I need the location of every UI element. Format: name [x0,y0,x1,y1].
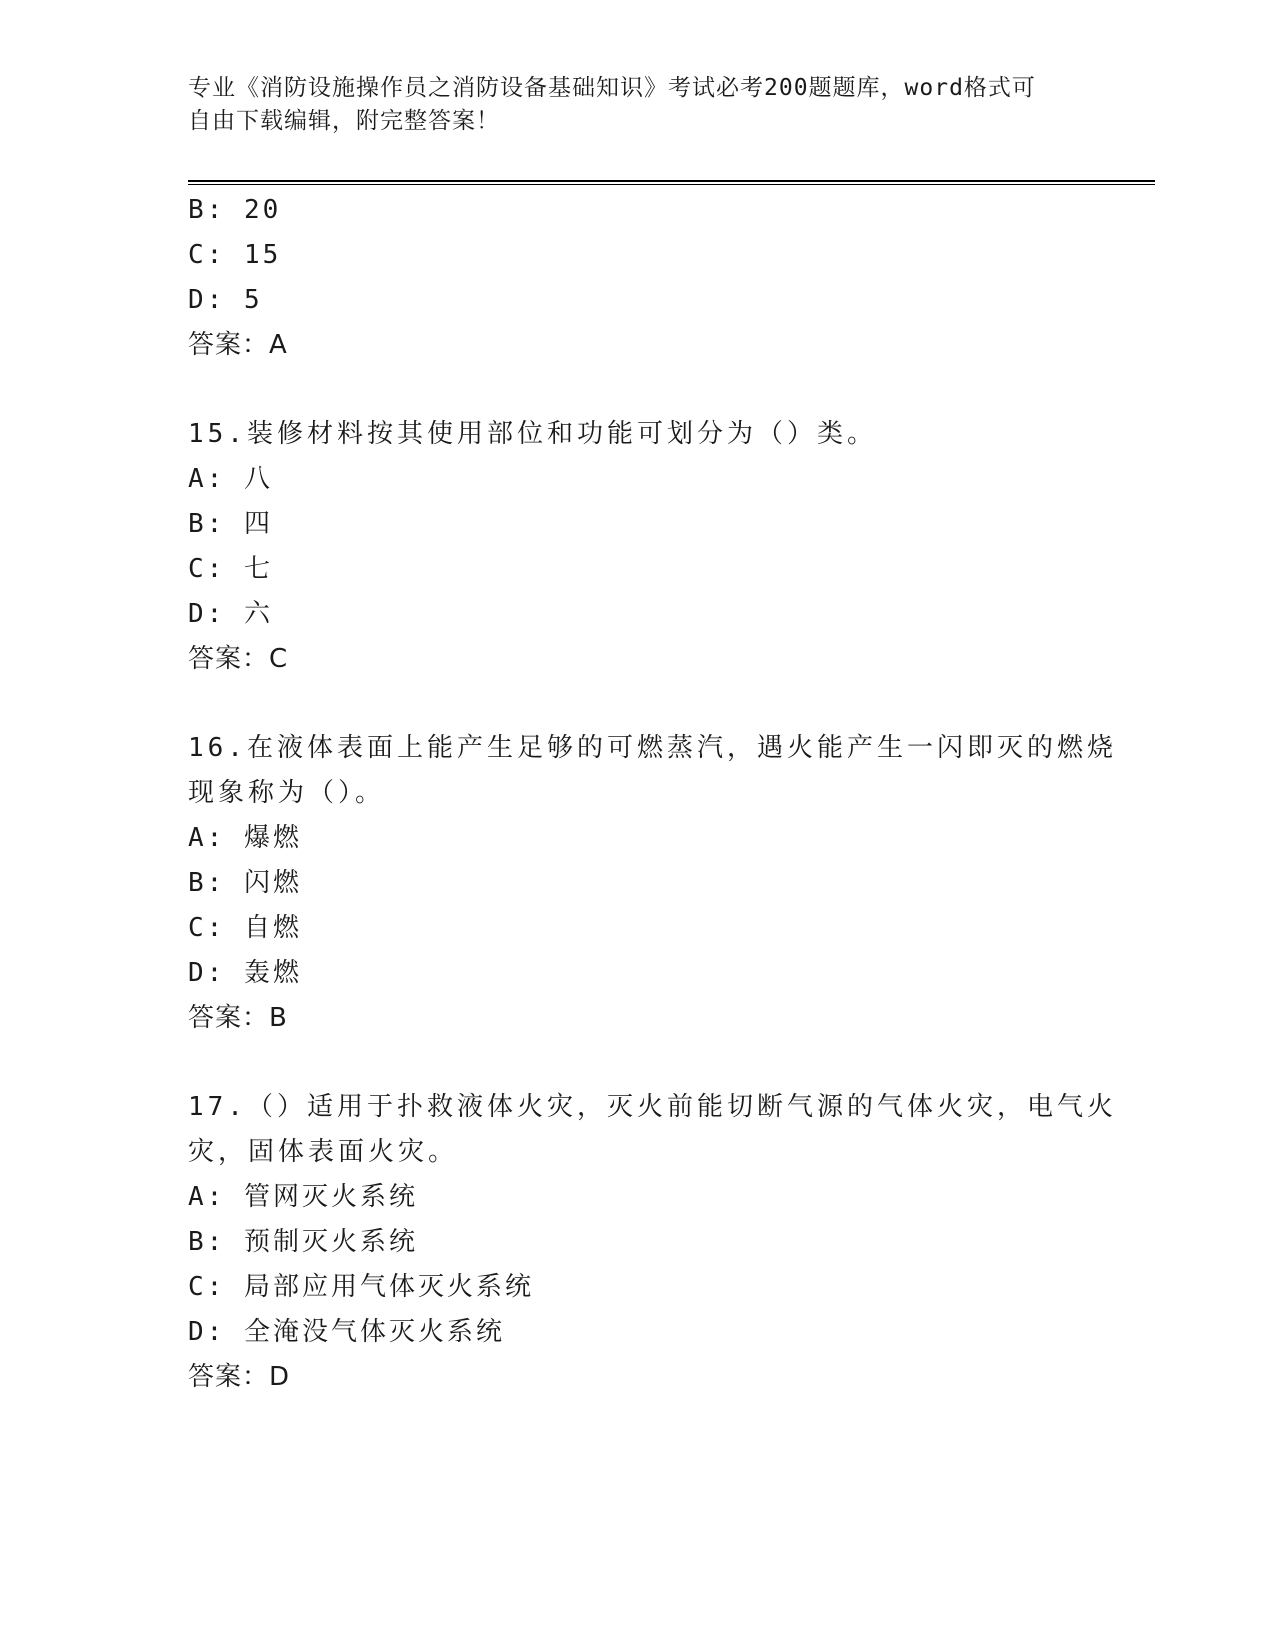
answer: 答案：B [188,1003,288,1033]
document-header [188,72,1068,138]
option-a: A: 八 [188,464,273,494]
option-c: C: 七 [188,554,273,584]
answer: 答案：D [188,1362,291,1392]
option-b: B: 四 [188,509,273,539]
option-a: A: 管网灭火系统 [188,1182,418,1212]
question-text: 17.（）适用于扑救液体火灾，灭火前能切断气源的气体火灾，电气火 [188,1092,1117,1122]
option-b: B: 20 [188,195,282,225]
option-b: B: 预制灭火系统 [188,1227,418,1257]
option-a: A: 爆燃 [188,823,302,853]
question-text-cont: 现象称为（）。 [188,778,386,808]
option-c: C: 自燃 [188,913,302,943]
header-rule-top [188,180,1155,182]
question-text: 16.在液体表面上能产生足够的可燃蒸汽，遇火能产生一闪即灭的燃烧 [188,733,1117,763]
header-line-2: 自由下载编辑，附完整答案！ [188,108,500,134]
option-d: D: 全淹没气体灭火系统 [188,1317,505,1347]
question-text: 15.装修材料按其使用部位和功能可划分为（）类。 [188,419,877,449]
option-d: D: 轰燃 [188,958,302,988]
answer: 答案：A [188,330,288,360]
question-text-cont: 灾，固体表面火灾。 [188,1137,459,1167]
header-line-1: 专业《消防设施操作员之消防设备基础知识》考试必考200题题库，word格式可 [188,75,1036,101]
header-rule-bottom [188,184,1155,185]
answer: 答案：C [188,644,289,674]
option-b: B: 闪燃 [188,868,302,898]
option-d: D: 5 [188,285,263,315]
option-c: C: 15 [188,240,282,270]
option-d: D: 六 [188,599,273,629]
option-c: C: 局部应用气体灭火系统 [188,1272,534,1302]
